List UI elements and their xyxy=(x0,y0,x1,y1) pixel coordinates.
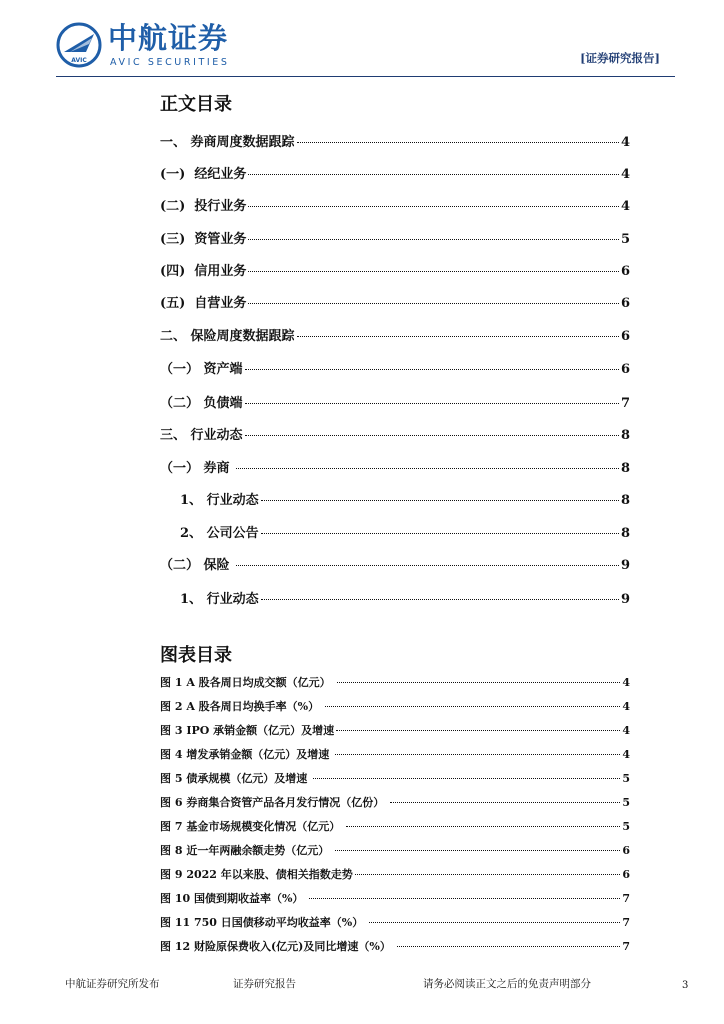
toc-entry-page: 8 xyxy=(620,428,630,443)
toc-entry-page: 8 xyxy=(620,461,630,476)
figure-entry[interactable] xyxy=(160,698,630,714)
toc-entry-page: 5 xyxy=(620,232,630,247)
figure-entry-page: 7 xyxy=(622,916,630,929)
figure-entry[interactable] xyxy=(160,794,630,810)
toc-leader-dots xyxy=(261,500,619,501)
figure-entry[interactable] xyxy=(160,746,630,762)
toc-entry[interactable] xyxy=(160,260,630,279)
toc-entry-page: 6 xyxy=(620,362,630,377)
toc-entry-label: 一、 券商周度数据跟踪 xyxy=(160,135,295,150)
toc-entry-label: (二) 投行业务 xyxy=(160,199,247,214)
toc-entry-label: （一） 资产端 xyxy=(160,362,243,377)
toc-entry-page: 8 xyxy=(620,493,630,508)
avic-logo-icon xyxy=(56,22,102,68)
figure-entry-page: 4 xyxy=(622,676,630,689)
figure-entry-label: 图 1 A 股各周日均成交额（亿元） xyxy=(160,676,335,689)
toc-entry[interactable] xyxy=(160,489,630,508)
toc-entry[interactable] xyxy=(160,358,630,377)
figure-entry-label: 图 11 750 日国债移动平均收益率（%） xyxy=(160,916,368,929)
logo-text-en: AVIC SECURITIES xyxy=(110,57,230,68)
figure-entry-page: 5 xyxy=(622,796,630,809)
toc-entry[interactable] xyxy=(160,228,630,247)
figure-entry-label: 图 3 IPO 承销金额（亿元）及增速 xyxy=(160,724,335,737)
figure-leader-dots xyxy=(325,706,620,707)
toc-entry-label: (五) 自营业务 xyxy=(160,296,247,311)
toc-leader-dots xyxy=(297,142,619,143)
toc-entry[interactable] xyxy=(160,424,630,443)
toc-entry[interactable] xyxy=(160,554,630,573)
figure-leader-dots xyxy=(355,874,621,875)
figure-entry[interactable] xyxy=(160,722,630,738)
figure-entry-page: 4 xyxy=(622,748,630,761)
toc-entry-page: 9 xyxy=(620,592,630,607)
figure-entry-page: 7 xyxy=(622,940,630,953)
toc-entry[interactable] xyxy=(160,163,630,182)
figure-entry-label: 图 10 国债到期收益率（%） xyxy=(160,892,308,905)
logo-text-cn: 中航证券 xyxy=(108,21,229,55)
footer-doc-type: 证券研究报告 xyxy=(233,978,296,990)
toc-entry-page: 4 xyxy=(620,135,630,150)
figure-leader-dots xyxy=(335,850,620,851)
toc-entry-label: 1、 行业动态 xyxy=(180,592,259,607)
toc-entry-label: 三、 行业动态 xyxy=(160,428,243,443)
figure-entry-label: 图 12 财险原保费收入(亿元)及同比增速（%） xyxy=(160,940,395,953)
figure-entry[interactable] xyxy=(160,890,630,906)
report-type-tag: [证券研究报告] xyxy=(580,51,660,65)
toc-entry-label: (三) 资管业务 xyxy=(160,232,247,247)
figure-entry-label: 图 2 A 股各周日均换手率（%） xyxy=(160,700,323,713)
footer-disclaimer: 请务必阅读正文之后的免责声明部分 xyxy=(423,978,591,990)
toc-entry-page: 4 xyxy=(620,167,630,182)
footer-publisher: 中航证券研究所发布 xyxy=(65,978,160,990)
toc-leader-dots xyxy=(245,369,619,370)
figure-entry-label: 图 6 券商集合资管产品各月发行情况（亿份） xyxy=(160,796,389,809)
toc-leader-dots xyxy=(248,271,619,272)
toc-entry[interactable] xyxy=(160,325,630,344)
toc-entry-label: (一) 经纪业务 xyxy=(160,167,247,182)
toc-leader-dots xyxy=(261,599,619,600)
toc-entry[interactable] xyxy=(160,457,630,476)
figure-entry-page: 4 xyxy=(622,700,630,713)
toc-entry-page: 7 xyxy=(620,396,630,411)
figure-entry[interactable] xyxy=(160,818,630,834)
figure-entry[interactable] xyxy=(160,938,630,954)
figure-leader-dots xyxy=(369,922,620,923)
toc-entry-page: 4 xyxy=(620,199,630,214)
figure-leader-dots xyxy=(390,802,620,803)
figure-entry-page: 4 xyxy=(622,724,630,737)
figure-entry-label: 图 8 近一年两融余额走势（亿元） xyxy=(160,844,334,857)
figure-entry-page: 5 xyxy=(622,820,630,833)
toc-entry-page: 6 xyxy=(620,329,630,344)
figure-entry[interactable] xyxy=(160,770,630,786)
figure-leader-dots xyxy=(337,682,621,683)
toc-title: 正文目录 xyxy=(160,94,232,115)
figure-entry-label: 图 9 2022 年以来股、债相关指数走势 xyxy=(160,868,353,881)
toc-entry-label: （二） 保险 xyxy=(160,558,235,573)
toc-leader-dots xyxy=(248,239,619,240)
toc-entry-label: 1、 行业动态 xyxy=(180,493,259,508)
toc-entry-label: （一） 券商 xyxy=(160,461,235,476)
toc-leader-dots xyxy=(261,533,619,534)
toc-entry-label: 2、 公司公告 xyxy=(180,526,259,541)
figure-leader-dots xyxy=(313,778,620,779)
figure-entry[interactable] xyxy=(160,914,630,930)
toc-leader-dots xyxy=(245,435,619,436)
toc-leader-dots xyxy=(236,565,619,566)
toc-entry-page: 9 xyxy=(620,558,630,573)
figure-entry-label: 图 4 增发承销金额（亿元）及增速 xyxy=(160,748,334,761)
toc-leader-dots xyxy=(236,468,619,469)
toc-entry[interactable] xyxy=(160,195,630,214)
figure-entry-page: 7 xyxy=(622,892,630,905)
toc-leader-dots xyxy=(245,403,619,404)
figure-leader-dots xyxy=(336,730,620,731)
toc-entry[interactable] xyxy=(160,292,630,311)
toc-entry[interactable] xyxy=(160,392,630,411)
toc-leader-dots xyxy=(297,336,619,337)
figure-leader-dots xyxy=(397,946,621,947)
page-header xyxy=(0,0,724,82)
logo-mark-text: AVIC xyxy=(71,57,87,64)
page-number: 3 xyxy=(682,980,689,991)
toc-leader-dots xyxy=(248,206,619,207)
figure-leader-dots xyxy=(346,826,620,827)
toc-entry[interactable] xyxy=(160,588,630,607)
toc-entry-label: （二） 负债端 xyxy=(160,396,243,411)
toc-entry[interactable] xyxy=(160,131,630,150)
toc-entry[interactable] xyxy=(160,522,630,541)
figure-entry-page: 6 xyxy=(622,844,630,857)
figure-leader-dots xyxy=(335,754,620,755)
toc-leader-dots xyxy=(248,174,619,175)
toc-leader-dots xyxy=(248,303,619,304)
figure-entry[interactable] xyxy=(160,842,630,858)
figure-entry-label: 图 5 债承规模（亿元）及增速 xyxy=(160,772,312,785)
toc-entry-page: 8 xyxy=(620,526,630,541)
figure-entry[interactable] xyxy=(160,674,630,690)
toc-entry-label: (四) 信用业务 xyxy=(160,264,247,279)
header-divider xyxy=(56,76,675,77)
toc-entry-label: 二、 保险周度数据跟踪 xyxy=(160,329,295,344)
figures-title: 图表目录 xyxy=(160,645,232,666)
figure-entry-page: 6 xyxy=(622,868,630,881)
figure-entry[interactable] xyxy=(160,866,630,882)
figure-leader-dots xyxy=(309,898,620,899)
toc-entry-page: 6 xyxy=(620,296,630,311)
figure-entry-label: 图 7 基金市场规模变化情况（亿元） xyxy=(160,820,345,833)
toc-entry-page: 6 xyxy=(620,264,630,279)
figure-entry-page: 5 xyxy=(622,772,630,785)
company-logo xyxy=(56,22,256,72)
